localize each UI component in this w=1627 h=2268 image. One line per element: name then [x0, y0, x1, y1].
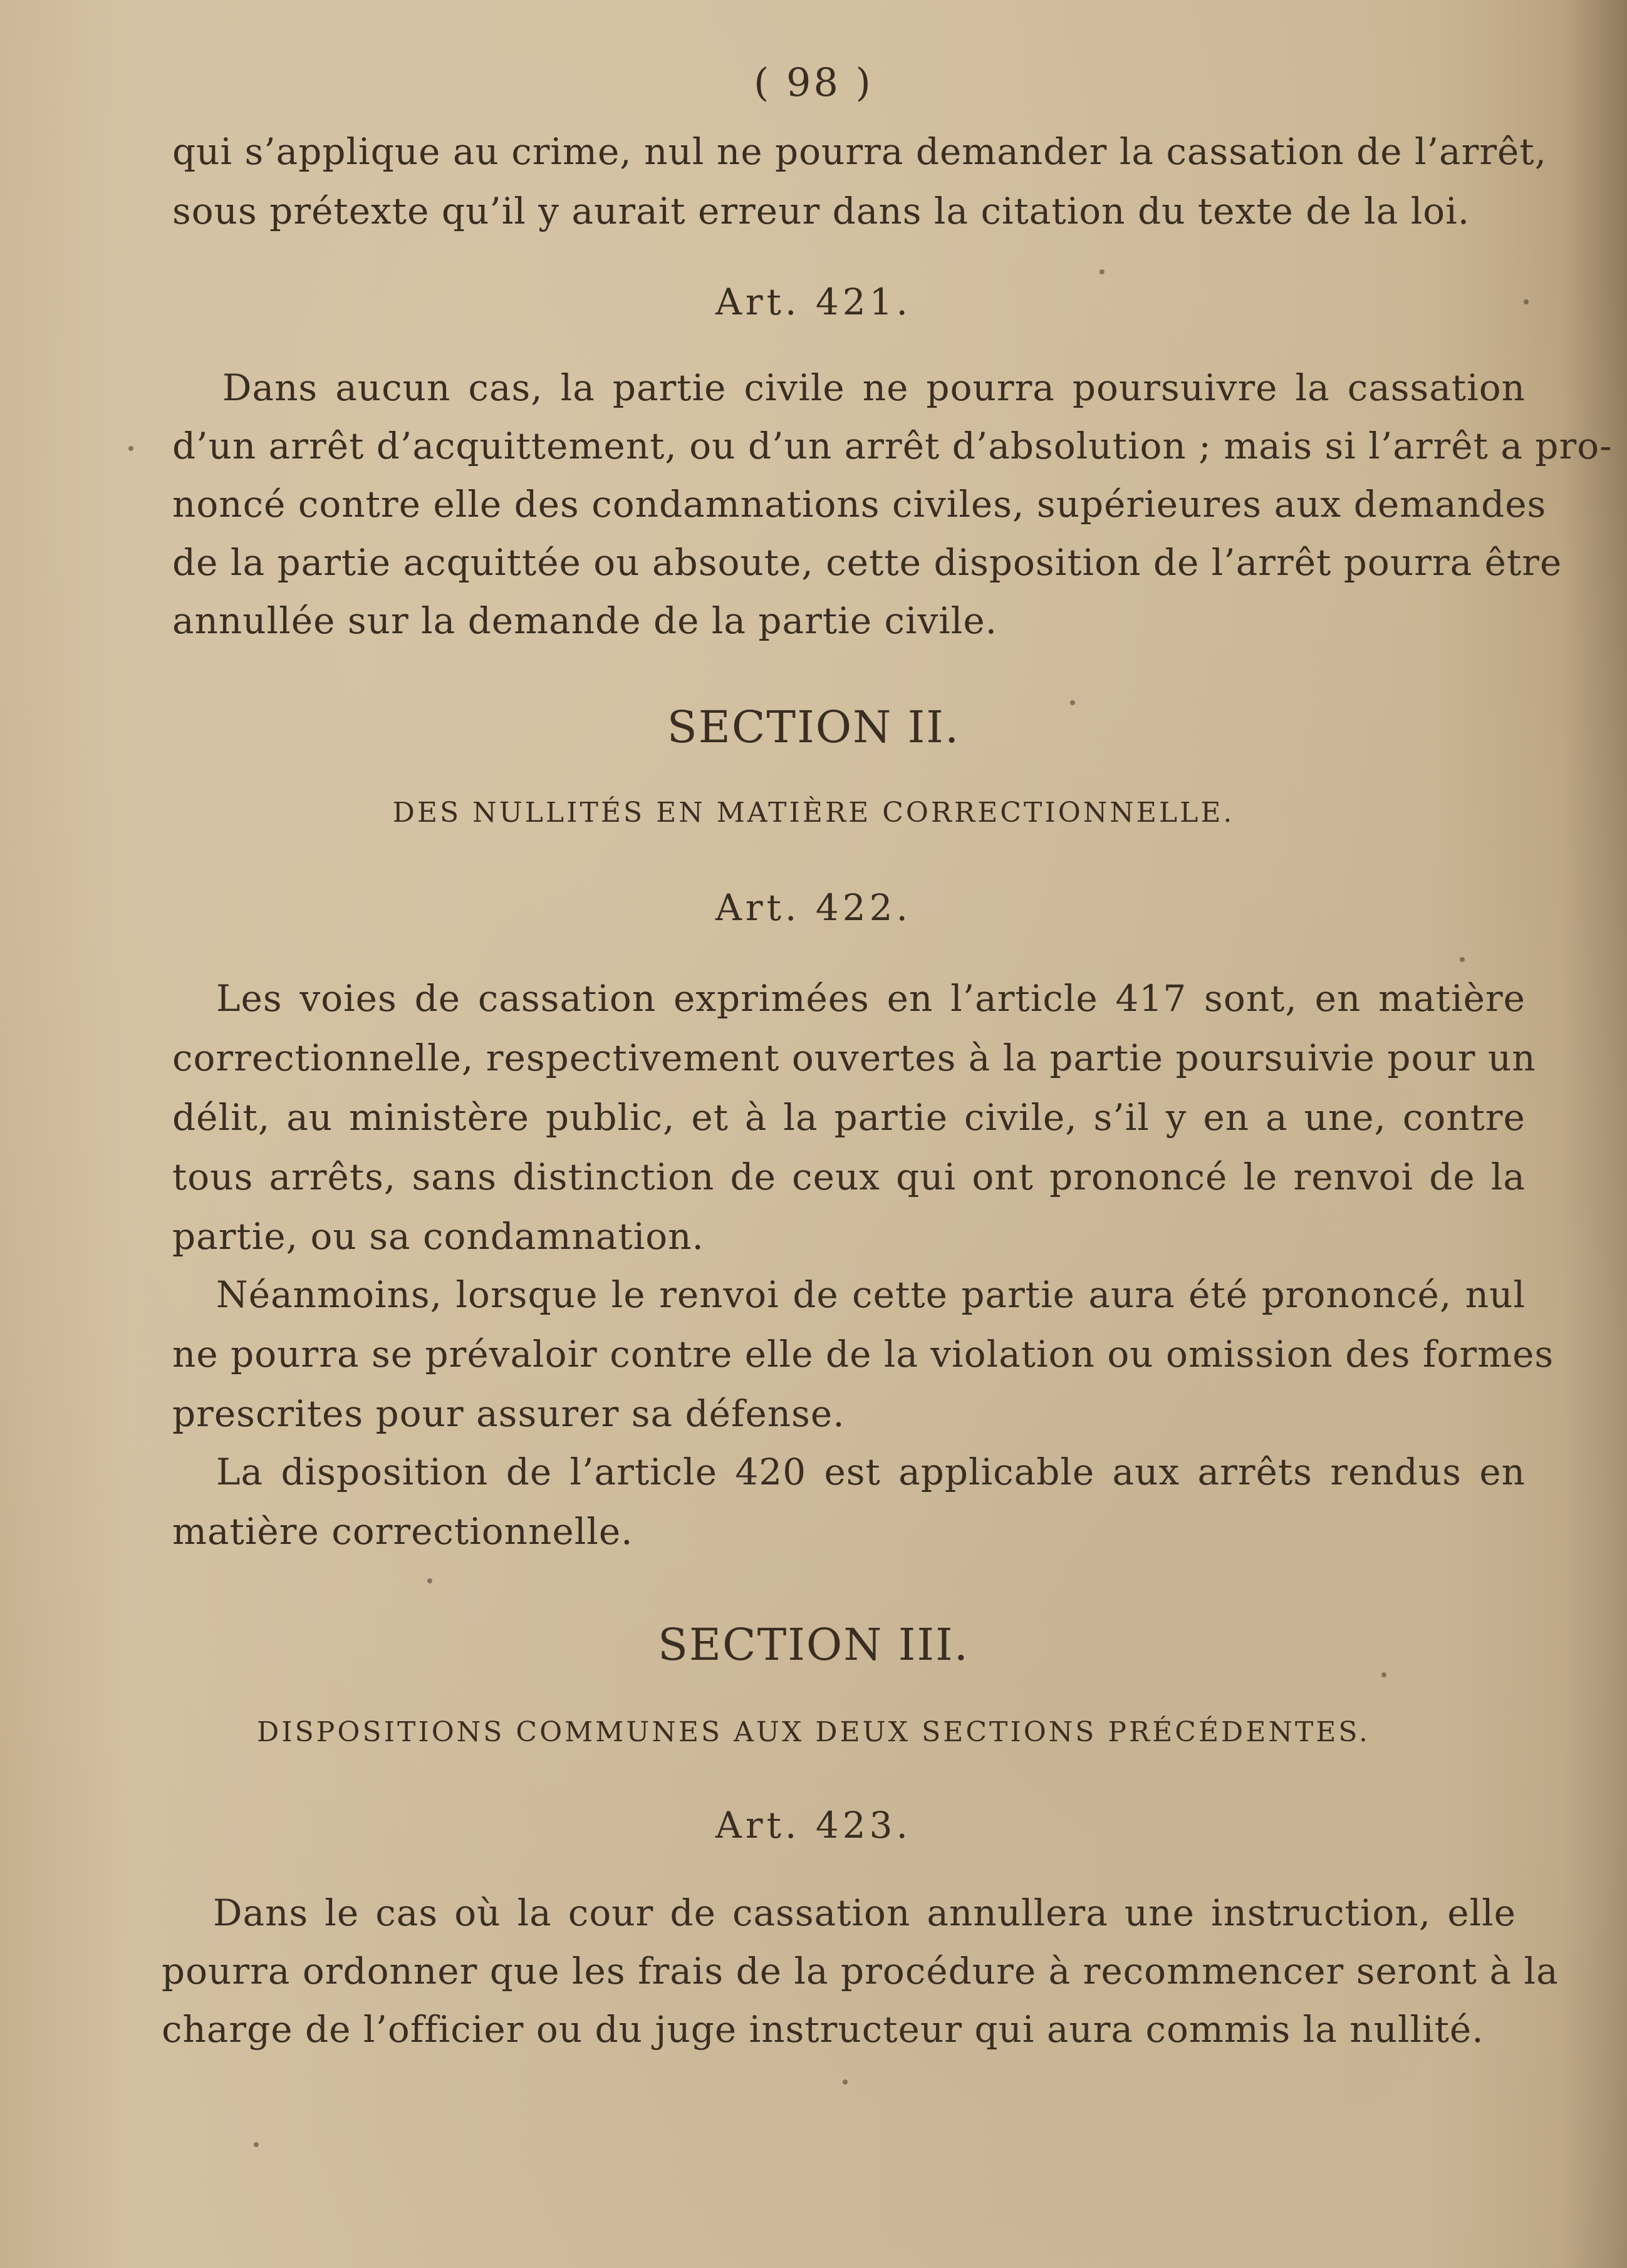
text-line: délit, au ministère public, et à la partie civile, s’il y en a une, contre [172, 1096, 1526, 1139]
section-subtitle-iii: DISPOSITIONS COMMUNES AUX DEUX SECTIONS PRÉCÉDENTES. [257, 1716, 1370, 1748]
text-line: Dans le cas où la cour de cassation annullera une instruction, elle [213, 1892, 1516, 1934]
paper-speck [843, 2079, 848, 2084]
paper-speck [1524, 299, 1529, 304]
article-heading-421: Art. 421. [715, 281, 912, 323]
paper-speck [254, 2142, 259, 2147]
paper-speck [1099, 269, 1105, 274]
text-line: Néanmoins, lorsque le renvoi de cette partie aura été prononcé, nul [216, 1273, 1526, 1316]
text-line: matière correctionnelle. [172, 1510, 633, 1553]
article-heading-422: Art. 422. [715, 886, 912, 929]
text-line: correctionnelle, respectivement ouvertes à la partie poursuivie pour un [172, 1037, 1536, 1079]
text-line: tous arrêts, sans distinction de ceux qui ont prononcé le renvoi de la [172, 1156, 1526, 1198]
page-number: ( 98 ) [754, 60, 873, 105]
text-line: noncé contre elle des condamnations civiles, supérieures aux demandes [172, 483, 1547, 526]
paper-speck [1460, 957, 1465, 962]
text-line: ne pourra se prévaloir contre elle de la violation ou omission des formes [172, 1333, 1554, 1375]
section-title-ii: SECTION II. [667, 702, 960, 753]
section-subtitle-ii: DES NULLITÉS EN MATIÈRE CORRECTIONNELLE. [392, 797, 1235, 829]
text-line: sous prétexte qu’il y aurait erreur dans la citation du texte de la loi. [172, 190, 1470, 232]
section-title-iii: SECTION III. [657, 1619, 970, 1670]
text-line: d’un arrêt d’acquittement, ou d’un arrêt d’absolution ; mais si l’arrêt a pro- [172, 425, 1613, 467]
text-line: de la partie acquittée ou absoute, cette disposition de l’arrêt pourra être [172, 541, 1562, 584]
paper-speck [1070, 700, 1075, 705]
text-line: annullée sur la demande de la partie civile. [172, 599, 998, 642]
text-line: prescrites pour assurer sa défense. [172, 1392, 845, 1435]
paper-speck [427, 1578, 432, 1583]
text-line: pourra ordonner que les frais de la procédure à recommencer seront à la [162, 1950, 1559, 1992]
text-line: Dans aucun cas, la partie civile ne pourra poursuivre la cassation [222, 366, 1526, 409]
text-line: qui s’applique au crime, nul ne pourra demander la cassation de l’arrêt, [172, 130, 1547, 173]
paper-speck [1381, 1672, 1386, 1677]
article-heading-423: Art. 423. [715, 1804, 912, 1846]
text-line: charge de l’officier ou du juge instructeur qui aura commis la nullité. [162, 2008, 1484, 2051]
paper-speck [128, 446, 133, 451]
text-line: La disposition de l’article 420 est applicable aux arrêts rendus en [216, 1451, 1526, 1493]
text-line: partie, ou sa condamnation. [172, 1215, 704, 1258]
text-line: Les voies de cassation exprimées en l’article 417 sont, en matière [216, 977, 1526, 1020]
